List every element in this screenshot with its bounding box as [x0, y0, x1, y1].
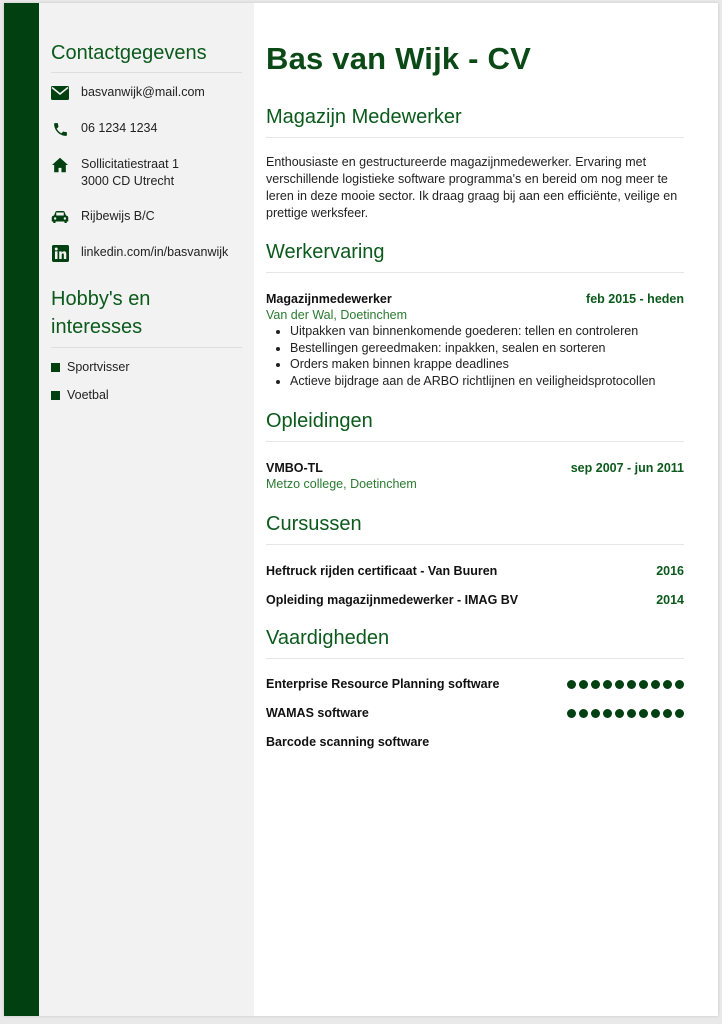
- hobby-heading-line-1: Hobby's en: [51, 288, 151, 310]
- home-icon: [51, 156, 69, 174]
- envelope-icon: [51, 84, 69, 102]
- contact-linkedin-text[interactable]: linkedin.com/in/basvanwijk: [81, 245, 229, 259]
- job-task-list: [266, 323, 656, 389]
- divider: [266, 544, 684, 545]
- skill-rating: [564, 709, 684, 718]
- hobby-label: Voetbal: [67, 388, 109, 402]
- contact-license: [51, 208, 155, 226]
- skill-dot: [675, 709, 684, 718]
- divider: [266, 658, 684, 659]
- skill-dot: [675, 680, 684, 689]
- contact-address-text: [81, 156, 179, 190]
- course-year: 2016: [656, 564, 684, 578]
- address-street: Sollicitatiestraat 1: [81, 157, 179, 171]
- divider: [266, 137, 684, 138]
- skill-dot: [579, 709, 588, 718]
- sidebar: [39, 3, 254, 1016]
- skill-row: [266, 677, 684, 691]
- skill-dot: [663, 680, 672, 689]
- skill-dot: [603, 709, 612, 718]
- profile-summary: Enthousiaste en gestructureerde magazijnmedewerker. Ervaring met verschillende logistieke software programma's en bereid om nog meer te leren in deze mooie sector. Ik draag graag bij aan een efficiënte, veilige en prettige werksfeer.: [266, 155, 678, 220]
- square-bullet-icon: [51, 391, 60, 400]
- skill-dot: [627, 680, 636, 689]
- education-header: [266, 461, 684, 475]
- page-title: Bas van Wijk - CV: [266, 41, 531, 76]
- skill-row: [266, 735, 684, 749]
- hobby-heading: [51, 285, 241, 341]
- divider: [266, 441, 684, 442]
- linkedin-icon: [51, 244, 69, 262]
- accent-stripe: [4, 3, 39, 1016]
- skill-rating: [564, 680, 684, 689]
- divider: [51, 72, 242, 73]
- skill-dot: [639, 709, 648, 718]
- skill-name: Enterprise Resource Planning software: [266, 677, 500, 691]
- main-content: [254, 3, 718, 1016]
- job-header: [266, 292, 684, 306]
- hobby-item: [51, 360, 130, 374]
- list-item: • Orders maken binnen krappe deadlines: [290, 356, 656, 373]
- experience-heading: Werkervaring: [266, 241, 385, 263]
- contact-phone: [51, 120, 157, 138]
- skill-dot: [603, 680, 612, 689]
- job-company: Van der Wal, Doetinchem: [266, 308, 408, 322]
- skills-heading: Vaardigheden: [266, 627, 390, 649]
- skill-name: Barcode scanning software: [266, 735, 430, 749]
- address-city: 3000 CD Utrecht: [81, 174, 175, 188]
- education-heading: Opleidingen: [266, 410, 373, 432]
- education-degree: VMBO-TL: [266, 461, 323, 475]
- car-icon: [51, 208, 69, 226]
- square-bullet-icon: [51, 363, 60, 372]
- skill-dot: [651, 709, 660, 718]
- course-row: [266, 593, 684, 607]
- courses-heading: Cursussen: [266, 513, 362, 535]
- contact-heading: Contactgegevens: [51, 42, 207, 64]
- skill-dot: [567, 680, 576, 689]
- course-year: 2014: [656, 593, 684, 607]
- contact-address: [51, 156, 179, 190]
- hobby-label: Sportvisser: [67, 360, 130, 374]
- skill-dot: [639, 680, 648, 689]
- job-period: feb 2015 - heden: [586, 292, 684, 306]
- skill-dot: [567, 709, 576, 718]
- course-name: Opleiding magazijnmedewerker - IMAG BV: [266, 593, 519, 607]
- list-item: • Uitpakken van binnenkomende goederen: tellen en controleren: [290, 323, 656, 340]
- course-row: [266, 564, 684, 578]
- phone-icon: [51, 120, 69, 138]
- skill-dot: [591, 680, 600, 689]
- skill-dot: [663, 709, 672, 718]
- skill-dot: [615, 709, 624, 718]
- hobby-heading-line-2: interesses: [51, 316, 143, 338]
- cv-page: [4, 3, 718, 1016]
- education-period: sep 2007 - jun 2011: [570, 461, 684, 475]
- contact-linkedin[interactable]: [51, 244, 228, 262]
- skill-dot: [591, 709, 600, 718]
- contact-license-text: Rijbewijs B/C: [81, 209, 155, 223]
- skill-dot: [615, 680, 624, 689]
- contact-phone-text: 06 1234 1234: [81, 121, 158, 135]
- contact-email: [51, 84, 205, 102]
- profile-heading: Magazijn Medewerker: [266, 106, 462, 128]
- skill-dot: [651, 680, 660, 689]
- hobby-item: [51, 388, 109, 402]
- skill-name: WAMAS software: [266, 706, 369, 720]
- course-name: Heftruck rijden certificaat - Van Buuren: [266, 564, 498, 578]
- divider: [51, 347, 242, 348]
- list-item: • Bestellingen gereedmaken: inpakken, sealen en sorteren: [290, 340, 656, 357]
- education-school: Metzo college, Doetinchem: [266, 477, 417, 491]
- skill-dot: [579, 680, 588, 689]
- job-role: Magazijnmedewerker: [266, 292, 392, 306]
- list-item: • Actieve bijdrage aan de ARBO richtlijnen en veiligheidsprotocollen: [290, 373, 656, 390]
- contact-email-text: basvanwijk@mail.com: [81, 85, 205, 99]
- skill-dot: [627, 709, 636, 718]
- divider: [266, 272, 684, 273]
- skill-row: [266, 706, 684, 720]
